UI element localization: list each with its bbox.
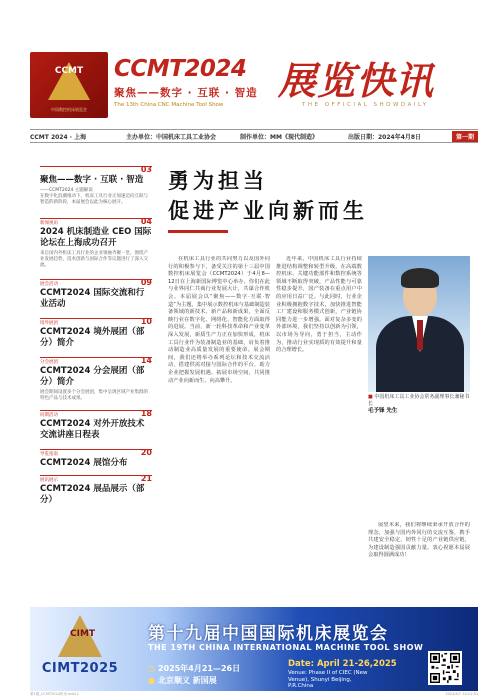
article-headline [168, 166, 368, 226]
ad-venue-en: Venue: Phase II of CIEC (New Venue), Shunyi Beijing, P.R.China [288, 670, 368, 689]
brand-subtitle: The 13th China CNC Machine Tool Show [114, 102, 224, 108]
toc-section-label: 境外展团 [40, 318, 152, 325]
caption-title: 中国机床工具工业协会常务副理事长兼秘书长 [368, 394, 470, 407]
toc-item[interactable] [40, 475, 152, 506]
clock-icon: ◷ [148, 664, 155, 673]
portrait-photo [368, 256, 470, 392]
publish-date: 出版日期：2024年4月8日 [348, 133, 422, 141]
ad-venue-cn: ● 北京顺义 新国展 [148, 676, 217, 685]
ccmt-logo [30, 52, 108, 118]
toc-description: 展会期间设置多个分会展团，集中呈现区域产业集群的特色产品与技术成果。 [40, 390, 148, 401]
toc-section-label: 展讯展示 [40, 475, 152, 482]
footer-file: 第1期_CCMT2024快讯.indd 1 [30, 692, 80, 696]
toc-section-label: 导览指南 [40, 449, 152, 456]
toc-section-label: 新闻视角 [40, 218, 152, 225]
headline-line-2: 促进产业向新而生 [168, 198, 368, 223]
headline-line-1: 勇为担当 [168, 168, 268, 193]
ad-title-cn: 第十九届中国国际机床展览会 [148, 624, 389, 644]
toc-item[interactable] [40, 449, 152, 469]
issue-badge: 第一期 [452, 131, 478, 142]
toc-title: CCMT2024 展品展示（部分） [40, 484, 145, 505]
toc-page-number: 14 [140, 356, 152, 365]
cimt-logo-mark: CIMT [70, 629, 96, 639]
toc-title: CCMT2024 对外开放技术交流讲座日程表 [40, 419, 145, 440]
toc-section-label: 同期活动 [40, 410, 152, 417]
toc-section-label [40, 166, 152, 173]
photo-hair [401, 268, 439, 288]
edition-label: CCMT 2024 · 上海 [30, 133, 87, 141]
qr-code-graphic [430, 653, 460, 683]
toc-page-number: 10 [140, 317, 152, 326]
location-pin-icon: ● [148, 676, 155, 685]
cimt-logo-name: CIMT2025 [41, 661, 119, 676]
toc-page-number: 09 [140, 278, 152, 287]
toc-page-number: 20 [140, 448, 152, 457]
brand-name: CCMT2024 [114, 56, 247, 82]
print-footer [30, 692, 478, 697]
cimt2025-advertisement[interactable] [30, 607, 478, 691]
logo-subtext: 中国数控机床展览会 [51, 107, 87, 112]
toc-section-label: 分会展团 [40, 357, 152, 364]
toc-title: CCMT2024 展馆分布 [40, 458, 128, 468]
toc-title: CCMT2024 分会展团（部分）简介 [40, 366, 145, 387]
toc-item[interactable] [40, 218, 152, 269]
toc-item[interactable] [40, 279, 152, 310]
headline-rule [168, 230, 228, 233]
photo-caption [368, 394, 470, 415]
caption-bullet-icon: ■ [368, 394, 375, 400]
ad-date-cn: ◷ 2025年4月21—26日 [148, 664, 241, 673]
cimt-logo [38, 613, 122, 685]
toc-item[interactable] [40, 318, 152, 349]
article-column-1: 在机床工具行业的共同努力以及国外同行的积极参与下，备受关注的第十三届中国数控机床展览会（CCMT2024）于4月8—12日在上海新国际博览中心举办，你们在此与业界同仁共商行业发展大计，共谋合作机会。本届展会以“聚焦——数字·互联·智造”为主题，集中展示数控机床与基础制造装备领域的新技术、新产品和新成果，全面反映行业在数字化、网络化、智能化方面取得的进展。当前，新一轮科技革命和产业变革深入发展，新质生产力正在加快形成，机床工具行业作为装备制造业的基础，肩负着推动制造业高质量发展的重要使命。展会期间，我们还将举办系列论坛和技术交流活动，搭建供需对接与国际合作的平台，助力企业把握发展机遇、拓展市场空间，共同推动产业向新而生、向高攀升。 [168, 256, 270, 384]
ad-title-en: THE 19TH CHINA INTERNATIONAL MACHINE TOOL SHOW [148, 643, 424, 652]
ad-date-en: Date: April 21-26,2025 [288, 659, 397, 669]
masthead-header [30, 52, 478, 122]
table-of-contents [40, 166, 152, 506]
brand-slogan: 聚焦——数字 · 互联 · 智造 [114, 87, 258, 99]
article-column-2: 近年来，中国机床工具行业持续推进结构调整和转型升级，在高端数控机床、关键功能部件和数控系统等领域不断取得突破，产品性能与可靠性稳步提升，国产装备在重点用户中的应用日益广泛。与此同时，行业企业积极拥抱数字技术，加快推进智能工厂建设和服务模式创新，产业链协同能力进一步增强。面对复杂多变的外部环境，我们坚持以创新为引领，以市场为导向，勇于担当，主动作为，推动行业实现质的有效提升和量的合理增长。 [276, 256, 362, 354]
toc-title: CCMT2024 国际交流和行业活动 [40, 288, 145, 309]
toc-page-number: 18 [140, 409, 152, 418]
toc-page-number: 04 [140, 217, 152, 226]
producer-label: 制作单位：MM《现代制造》 [240, 133, 318, 141]
qr-code-icon[interactable] [428, 651, 462, 685]
toc-title: 聚焦——数字 · 互联 · 智造 [40, 175, 144, 185]
toc-description: 来自国内外机床工具行业的企业领袖齐聚一堂，围绕产业发展趋势、技术创新与国际合作等议题进行了深入交流。 [40, 251, 148, 268]
toc-item[interactable] [40, 410, 152, 441]
toc-title: 2024 机床制造业 CEO 国际论坛在上海成功召开 [40, 227, 152, 248]
toc-description: ——CCMT2024 主题解读 在数字化浪潮推动下，机床工具行业正加速迈向互联与智造的新阶段，本届展会以此为核心展开。 [40, 188, 148, 205]
host-label: 主办单位：中国机床工具工业协会 [126, 133, 217, 141]
footer-timestamp: 2024/4/7 10:21:53 [445, 692, 478, 696]
masthead-title: 展览快讯 [278, 58, 435, 103]
toc-page-number: 21 [140, 474, 152, 483]
show-daily-label: THE OFFICIAL SHOWDAILY [302, 102, 429, 108]
info-bar [30, 129, 478, 143]
toc-section-label: 展会活动 [40, 279, 152, 286]
toc-page-number: 03 [140, 165, 152, 174]
toc-item[interactable] [40, 357, 152, 402]
photo-tie [417, 320, 423, 350]
logo-text: CCMT [54, 66, 84, 76]
toc-item[interactable] [40, 166, 152, 206]
caption-name: 毛予锋 先生 [368, 408, 398, 414]
article-column-3: 展望未来，我们将继续秉承开放合作的理念，加强与国内外同行的交流互鉴，携手共建安全稳定、韧性十足的产业链供应链，为建设制造强国贡献力量。衷心祝愿本届展会取得圆满成功！ [368, 522, 470, 559]
toc-title: CCMT2024 境外展团（部分）简介 [40, 327, 145, 348]
